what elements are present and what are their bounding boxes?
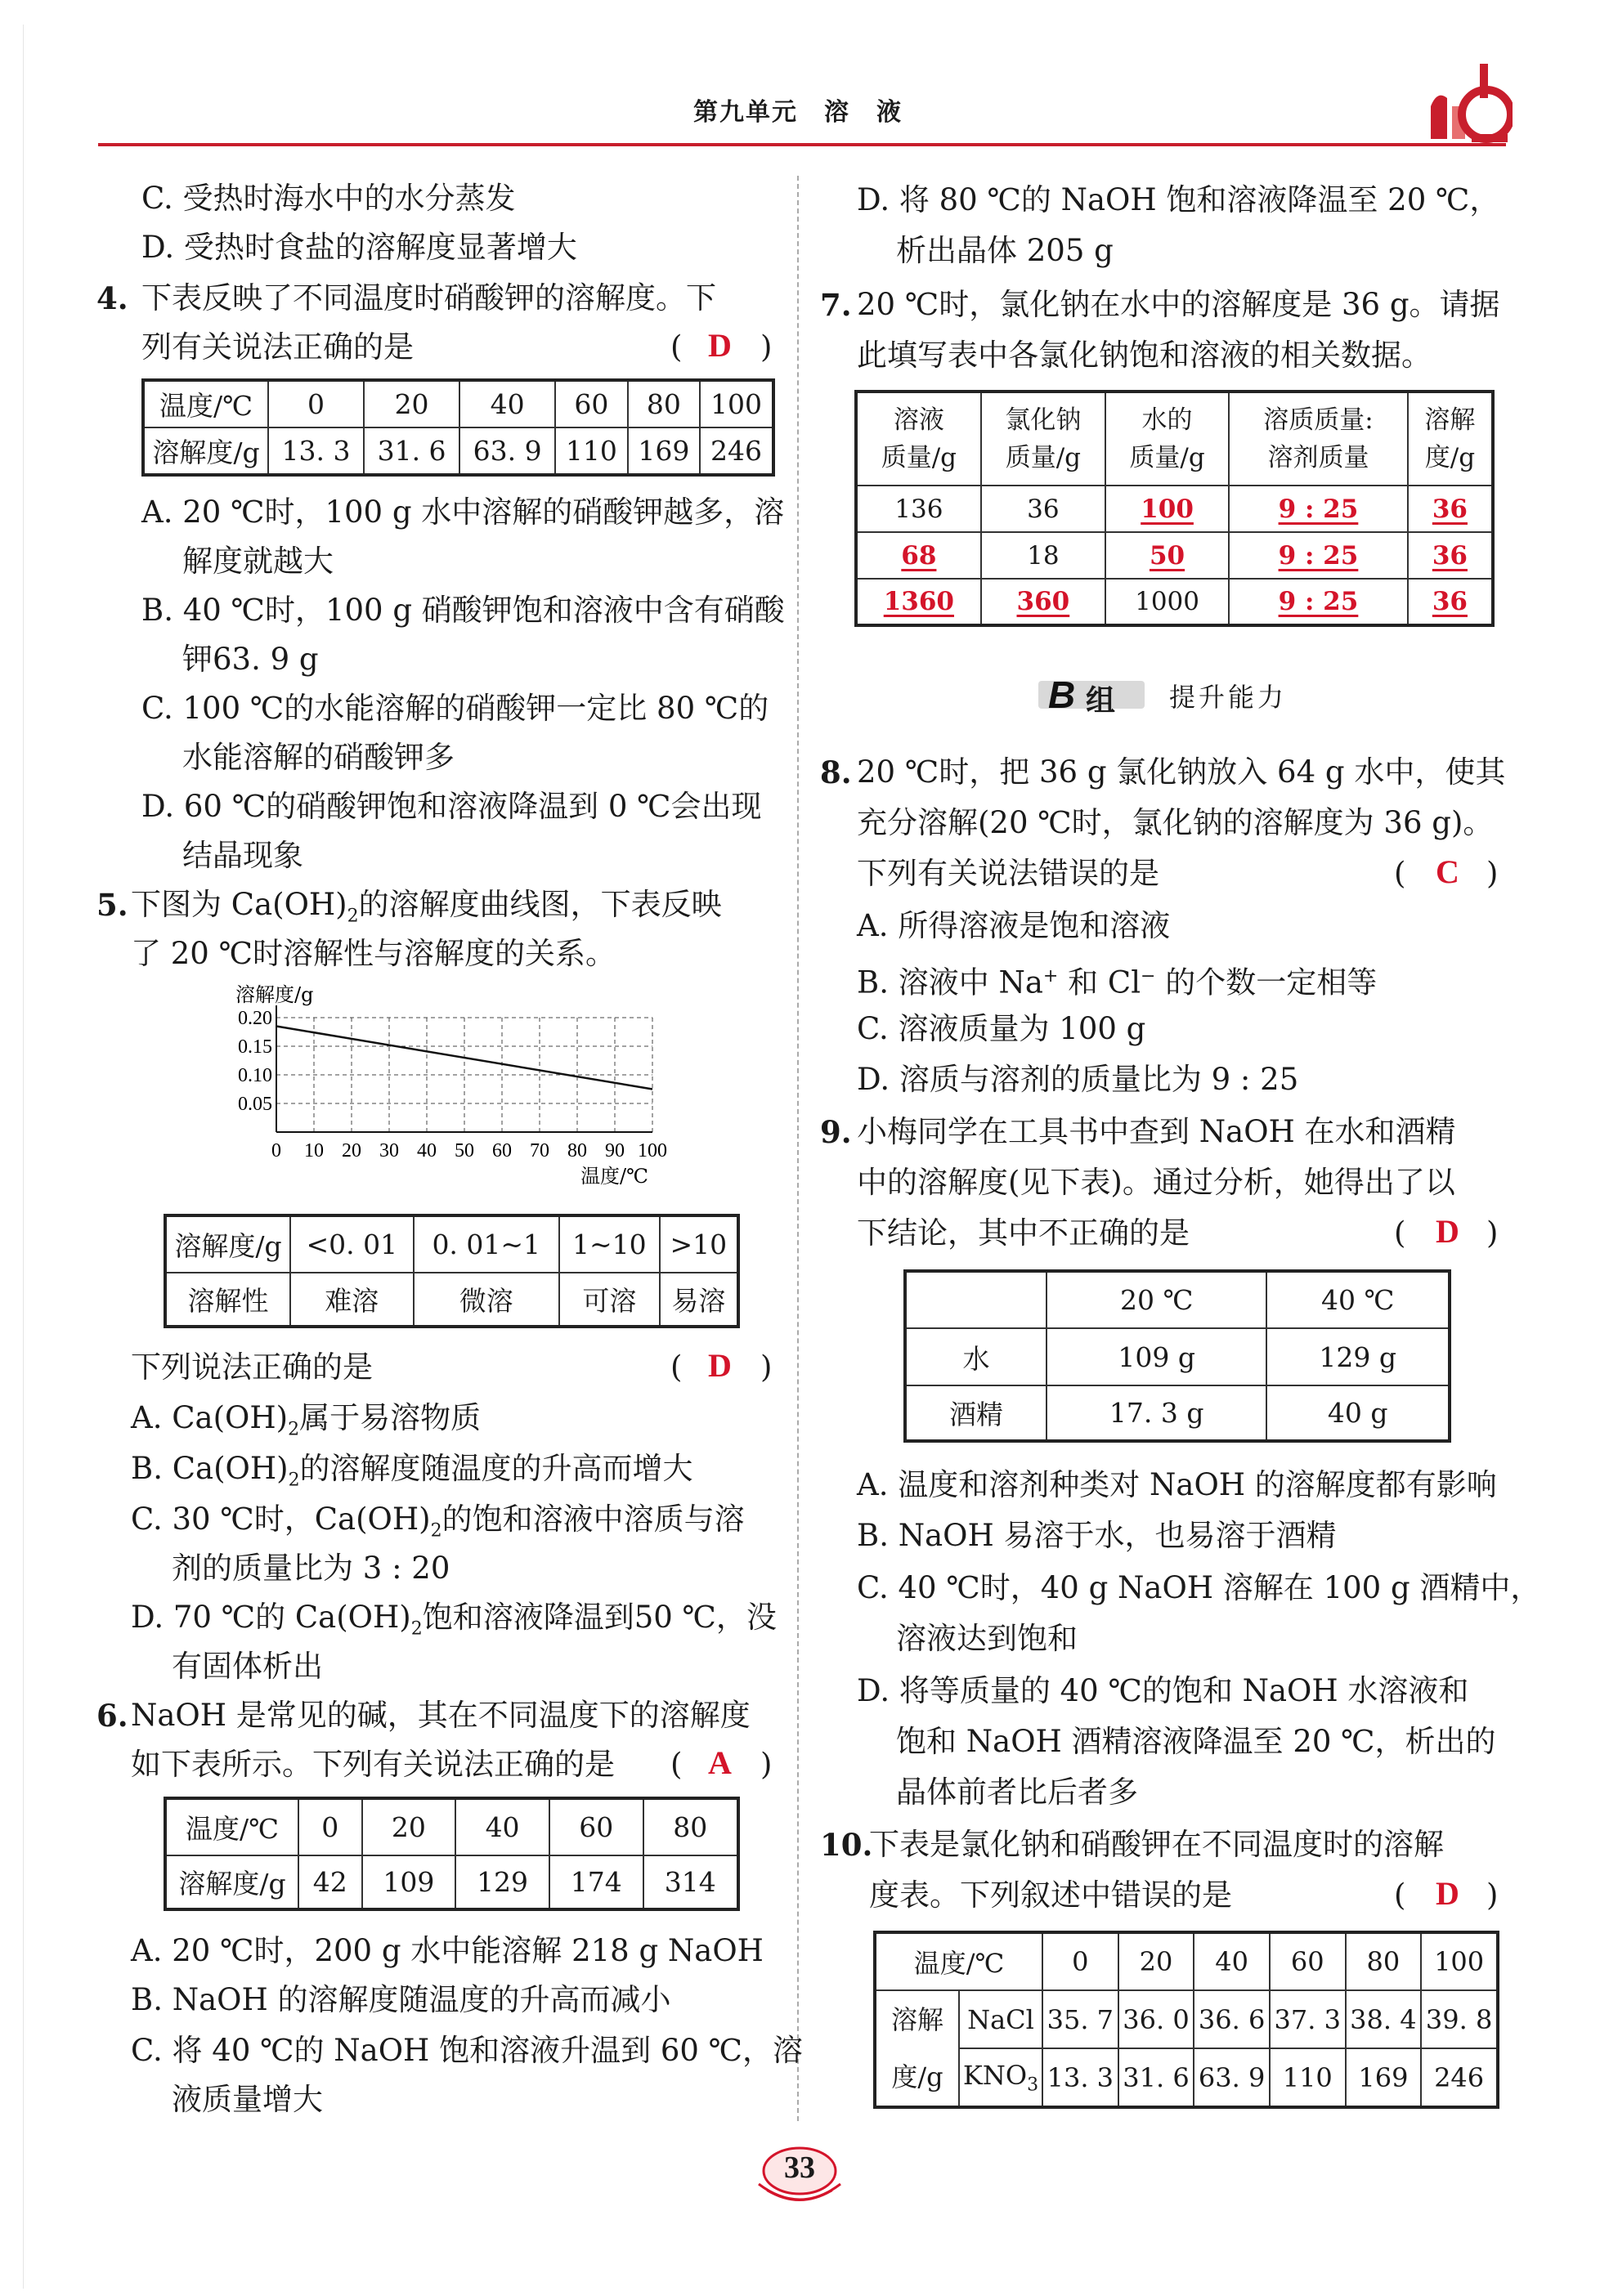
q5-stem-2: 了 20 ℃时溶解性与溶解度的关系。 xyxy=(131,936,616,971)
q4-temp-cell: 60 xyxy=(555,380,627,427)
q4-option-c: C. 100 ℃的水能溶解的硝酸钾一定比 80 ℃的 xyxy=(141,691,769,726)
solubility-chart xyxy=(213,977,687,1189)
q9-value-cell: 129 g xyxy=(1266,1328,1450,1385)
q9-stem: 小梅同学在工具书中查到 NaOH 在水和酒精 xyxy=(857,1114,1456,1149)
header-rule xyxy=(98,143,1506,146)
q4-option-b: B. 40 ℃时，100 g 硝酸钾饱和溶液中含有硝酸 xyxy=(141,593,785,628)
q4-temp-cell: 80 xyxy=(628,380,700,427)
q5-header-solubility-type: 溶解性 xyxy=(165,1273,290,1327)
q7-fill-cell: 36 xyxy=(1408,486,1493,532)
q10-temp-cell: 60 xyxy=(1270,1932,1346,1990)
q4-stem: 下表反映了不同温度时硝酸钾的溶解度。下 xyxy=(141,280,716,316)
q10-value-cell: 246 xyxy=(1421,2048,1498,2107)
q4-option-a-2: 解度就越大 xyxy=(182,544,334,579)
q6-value-cell: 42 xyxy=(298,1855,362,1909)
q5-option-d: D. 70 ℃的 $Ca(OH)_2$饱和溶液降温到50 ℃，没 xyxy=(131,1600,777,1640)
q10-paren-open: ( xyxy=(1394,1878,1406,1913)
q6-value-cell: 314 xyxy=(643,1855,738,1909)
q7-fill-cell: 36 xyxy=(1408,532,1493,579)
q7-header-nacl-mass: 氯化钠 质量/g xyxy=(981,392,1105,486)
q7-header-ratio: 溶质质量: 溶剂质量 xyxy=(1229,392,1408,486)
q5-type-cell: 可溶 xyxy=(559,1273,660,1327)
q10-value-cell: 39. 8 xyxy=(1421,1990,1498,2048)
q10-paren-close: ) xyxy=(1486,1878,1499,1913)
q10-value-cell: 31. 6 xyxy=(1118,2048,1194,2107)
q5-range-cell: >10 xyxy=(660,1215,738,1273)
q7-table xyxy=(854,390,1495,627)
q5-option-b: B. $Ca(OH)_2$的溶解度随温度的升高而增大 xyxy=(131,1451,693,1491)
q9-option-d-3: 晶体前者比后者多 xyxy=(896,1775,1138,1810)
q10-answer: D xyxy=(1436,1875,1459,1912)
section-b-letter: B xyxy=(1048,674,1076,716)
q9-value-cell: 17. 3 g xyxy=(1046,1385,1266,1441)
q5-header-solubility: 溶解度/g xyxy=(165,1215,290,1273)
q5-answer: D xyxy=(708,1347,732,1384)
q10-value-cell: 110 xyxy=(1270,2048,1346,2107)
q8-paren-open: ( xyxy=(1394,856,1406,891)
chart-x-tick-label: 80 xyxy=(567,1140,587,1161)
q10-value-cell: 63. 9 xyxy=(1194,2048,1270,2107)
q6-table xyxy=(164,1797,740,1911)
q10-header-temp: 温度/℃ xyxy=(875,1932,1042,1990)
q4-option-c-2: 水能溶解的硝酸钾多 xyxy=(182,740,455,775)
q10-number: 10. xyxy=(820,1827,873,1863)
q7-cell: 1000 xyxy=(1105,579,1229,625)
q6-stem-2: 如下表所示。下列有关说法正确的是 xyxy=(131,1747,615,1782)
q4-header-solubility: 溶解度/g xyxy=(143,427,268,475)
q4-option-b-2: 钾63. 9 g xyxy=(182,642,319,677)
q6-option-b: B. NaOH 的溶解度随温度的升高而减小 xyxy=(131,1982,671,2017)
chart-x-tick-label: 0 xyxy=(271,1140,281,1161)
q10-table xyxy=(873,1931,1499,2109)
q9-stem-2: 中的溶解度(见下表)。通过分析，她得出了以 xyxy=(857,1165,1455,1200)
q7-fill-cell: 36 xyxy=(1408,579,1493,625)
q5-number: 5. xyxy=(96,887,128,923)
q8-stem-3: 下列有关说法错误的是 xyxy=(857,856,1159,891)
q5-range-cell: 1~10 xyxy=(559,1215,660,1273)
q7-fill-cell: 9 : 25 xyxy=(1229,486,1408,532)
q6-temp-cell: 40 xyxy=(455,1798,549,1855)
q3-option-c: C. 受热时海水中的水分蒸发 xyxy=(141,181,516,216)
q9-option-a: A. 温度和溶剂种类对 NaOH 的溶解度都有影响 xyxy=(857,1467,1497,1502)
q6-value-cell: 174 xyxy=(549,1855,643,1909)
q5-range-cell: <0. 01 xyxy=(290,1215,414,1273)
chart-y-tick-label: 0.10 xyxy=(238,1065,272,1086)
page-number: 33 xyxy=(784,2151,815,2185)
q10-substance-nacl: NaCl xyxy=(959,1990,1042,2048)
q8-option-c: C. 溶液质量为 100 g xyxy=(857,1011,1146,1046)
q10-value-cell: 169 xyxy=(1346,2048,1422,2107)
q5-type-cell: 易溶 xyxy=(660,1273,738,1327)
q9-option-c: C. 40 ℃时，40 g NaOH 溶解在 100 g 酒精中， xyxy=(857,1570,1541,1605)
q9-stem-3: 下结论，其中不正确的是 xyxy=(857,1215,1190,1251)
q5-stem: 下图为 $Ca(OH)_2$的溶解度曲线图，下表反映 xyxy=(131,887,722,927)
chart-y-tick-label: 0.05 xyxy=(238,1094,272,1115)
q7-stem: 20 ℃时，氯化钠在水中的溶解度是 36 g。请据 xyxy=(857,287,1500,322)
q4-value-cell: 31. 6 xyxy=(364,427,459,475)
q6-number: 6. xyxy=(96,1698,128,1734)
chart-x-tick-label: 20 xyxy=(342,1140,361,1161)
q9-answer: D xyxy=(1436,1213,1459,1250)
chart-x-label: 温度/℃ xyxy=(580,1165,648,1188)
q10-stem: 下表是氯化钠和硝酸钾在不同温度时的溶解 xyxy=(869,1827,1444,1862)
q5-type-cell: 微溶 xyxy=(414,1273,559,1327)
q10-value-cell: 38. 4 xyxy=(1346,1990,1422,2048)
q8-option-a: A. 所得溶液是饱和溶液 xyxy=(857,908,1171,943)
q5-option-a: A. $Ca(OH)_2$属于易溶物质 xyxy=(131,1400,482,1440)
column-divider xyxy=(797,176,799,2121)
q9-option-c-2: 溶液达到饱和 xyxy=(896,1621,1078,1656)
q6-temp-cell: 60 xyxy=(549,1798,643,1855)
q4-temp-cell: 20 xyxy=(364,380,459,427)
q9-paren-close: ) xyxy=(1486,1215,1499,1251)
q8-number: 8. xyxy=(820,754,852,790)
q5-table xyxy=(164,1214,740,1328)
q10-substance-kno3: $KNO_3$ xyxy=(959,2048,1042,2107)
q6-temp-cell: 20 xyxy=(362,1798,456,1855)
q6-temp-cell: 0 xyxy=(298,1798,362,1855)
q4-temp-cell: 100 xyxy=(700,380,773,427)
q10-value-cell: 13. 3 xyxy=(1042,2048,1118,2107)
chart-y-tick-label: 0.15 xyxy=(238,1036,272,1058)
chart-x-tick-label: 70 xyxy=(530,1140,549,1161)
q8-option-b: B. 溶液中 Na+ 和 Cl− 的个数一定相等 xyxy=(857,964,1378,1000)
q6-option-d: D. 将 80 ℃的 NaOH 饱和溶液降温至 20 ℃， xyxy=(857,182,1500,217)
q7-fill-cell: 100 xyxy=(1105,486,1229,532)
chart-x-tick-label: 10 xyxy=(304,1140,324,1161)
q4-temp-cell: 40 xyxy=(459,380,555,427)
q5-type-cell: 难溶 xyxy=(290,1273,414,1327)
q7-stem-2: 此填写表中各氯化钠饱和溶液的相关数据。 xyxy=(857,338,1432,373)
q6-value-cell: 129 xyxy=(455,1855,549,1909)
q4-option-d: D. 60 ℃的硝酸钾饱和溶液降温到 0 ℃会出现 xyxy=(141,789,762,824)
q8-stem-2: 充分溶解(20 ℃时，氯化钠的溶解度为 36 g)。 xyxy=(857,805,1494,840)
q5-option-d-2: 有固体析出 xyxy=(172,1649,323,1684)
q6-stem: NaOH 是常见的碱，其在不同温度下的溶解度 xyxy=(131,1698,751,1733)
q7-fill-cell: 1360 xyxy=(856,579,981,625)
q6-header-temp: 温度/℃ xyxy=(165,1798,298,1855)
q9-value-cell: 109 g xyxy=(1046,1328,1266,1385)
q4-value-cell: 63. 9 xyxy=(459,427,555,475)
q10-temp-cell: 80 xyxy=(1346,1932,1422,1990)
q9-corner-cell xyxy=(905,1271,1046,1328)
q4-header-temp: 温度/℃ xyxy=(143,380,268,427)
q8-stem: 20 ℃时，把 36 g 氯化钠放入 64 g 水中，使其 xyxy=(857,754,1506,790)
q9-temp-cell: 20 ℃ xyxy=(1046,1271,1266,1328)
q6-option-c-2: 液质量增大 xyxy=(172,2082,323,2117)
q6-header-solubility: 溶解度/g xyxy=(165,1855,298,1909)
q4-answer: D xyxy=(708,327,732,364)
q10-stem-2: 度表。下列叙述中错误的是 xyxy=(869,1878,1232,1913)
chart-y-label: 溶解度/g xyxy=(235,983,314,1006)
q9-temp-cell: 40 ℃ xyxy=(1266,1271,1450,1328)
q5-question: 下列说法正确的是 xyxy=(131,1349,373,1385)
q10-value-cell: 36. 6 xyxy=(1194,1990,1270,2048)
q4-stem-2: 列有关说法正确的是 xyxy=(141,329,414,365)
chart-y-tick-label: 0.20 xyxy=(238,1008,272,1029)
q10-value-cell: 36. 0 xyxy=(1118,1990,1194,2048)
q9-number: 9. xyxy=(820,1114,852,1150)
q7-number: 7. xyxy=(820,287,852,323)
q7-cell: 136 xyxy=(856,486,981,532)
q9-option-d-2: 饱和 NaOH 酒精溶液降温至 20 ℃，析出的 xyxy=(896,1724,1496,1759)
q9-option-b: B. NaOH 易溶于水，也易溶于酒精 xyxy=(857,1518,1337,1553)
q7-cell: 36 xyxy=(981,486,1105,532)
q4-value-cell: 169 xyxy=(628,427,700,475)
q5-range-cell: 0. 01~1 xyxy=(414,1215,559,1273)
q7-fill-cell: 68 xyxy=(856,532,981,579)
chart-x-tick-label: 60 xyxy=(492,1140,512,1161)
chart-x-tick-label: 50 xyxy=(455,1140,474,1161)
q7-header-solubility: 溶解 度/g xyxy=(1408,392,1493,486)
chart-x-tick-label: 30 xyxy=(379,1140,399,1161)
q4-paren-open: ( xyxy=(670,329,683,365)
q8-answer: C xyxy=(1436,853,1459,890)
q4-value-cell: 110 xyxy=(555,427,627,475)
header-decor-icon xyxy=(1423,57,1513,147)
q6-paren-open: ( xyxy=(670,1747,683,1782)
q5-option-c-2: 剂的质量比为 3 : 20 xyxy=(172,1551,450,1586)
q6-option-c: C. 将 40 ℃的 NaOH 饱和溶液升温到 60 ℃，溶 xyxy=(131,2033,804,2068)
q10-temp-cell: 20 xyxy=(1118,1932,1194,1990)
q4-option-d-2: 结晶现象 xyxy=(182,838,303,873)
q7-cell: 18 xyxy=(981,532,1105,579)
q5-paren-close: ) xyxy=(760,1349,773,1385)
q9-value-cell: 40 g xyxy=(1266,1385,1450,1441)
q10-value-cell: 35. 7 xyxy=(1042,1990,1118,2048)
q6-paren-close: ) xyxy=(760,1747,773,1782)
q7-fill-cell: 9 : 25 xyxy=(1229,532,1408,579)
q4-value-cell: 13. 3 xyxy=(268,427,364,475)
q8-paren-close: ) xyxy=(1486,856,1499,891)
q8-option-d: D. 溶质与溶剂的质量比为 9 : 25 xyxy=(857,1062,1299,1097)
q9-option-d: D. 将等质量的 40 ℃的饱和 NaOH 水溶液和 xyxy=(857,1673,1469,1708)
header-title: 第九单元 溶 液 xyxy=(693,98,903,127)
q4-number: 4. xyxy=(96,280,128,316)
chart-x-tick-label: 100 xyxy=(638,1140,667,1161)
q7-fill-cell: 9 : 25 xyxy=(1229,579,1408,625)
q5-paren-open: ( xyxy=(670,1349,683,1385)
q6-temp-cell: 80 xyxy=(643,1798,738,1855)
section-b-title: 提升能力 xyxy=(1169,682,1288,713)
q9-solvent-alcohol: 酒精 xyxy=(905,1385,1046,1441)
q6-option-a: A. 20 ℃时，200 g 水中能溶解 218 g NaOH xyxy=(131,1933,764,1968)
q5-option-c: C. 30 ℃时，$Ca(OH)_2$的饱和溶液中溶质与溶 xyxy=(131,1502,745,1542)
q6-option-d-2: 析出晶体 205 g xyxy=(896,233,1114,268)
q7-header-solution-mass: 溶液 质量/g xyxy=(856,392,981,486)
q10-temp-cell: 100 xyxy=(1421,1932,1498,1990)
q9-table xyxy=(903,1269,1451,1443)
q6-value-cell: 109 xyxy=(362,1855,456,1909)
chart-x-tick-label: 90 xyxy=(605,1140,625,1161)
q9-paren-open: ( xyxy=(1394,1215,1406,1251)
q7-fill-cell: 50 xyxy=(1105,532,1229,579)
q4-paren-close: ) xyxy=(760,329,773,365)
q3-option-d: D. 受热时食盐的溶解度显著增大 xyxy=(141,230,577,265)
q4-temp-cell: 0 xyxy=(268,380,364,427)
q4-option-a: A. 20 ℃时，100 g 水中溶解的硝酸钾越多，溶 xyxy=(141,495,785,530)
section-b-banner xyxy=(1038,674,1145,718)
q10-temp-cell: 40 xyxy=(1194,1932,1270,1990)
q7-header-water-mass: 水的 质量/g xyxy=(1105,392,1229,486)
q9-solvent-water: 水 xyxy=(905,1328,1046,1385)
q4-value-cell: 246 xyxy=(700,427,773,475)
q7-fill-cell: 360 xyxy=(981,579,1105,625)
chart-x-tick-label: 40 xyxy=(417,1140,437,1161)
q4-table xyxy=(141,378,775,477)
section-b-label: 组 xyxy=(1086,683,1116,718)
q10-value-cell: 37. 3 xyxy=(1270,1990,1346,2048)
q6-answer: A xyxy=(708,1744,732,1781)
q10-header-solubility: 溶解 度/g xyxy=(875,1990,959,2107)
q10-temp-cell: 0 xyxy=(1042,1932,1118,1990)
